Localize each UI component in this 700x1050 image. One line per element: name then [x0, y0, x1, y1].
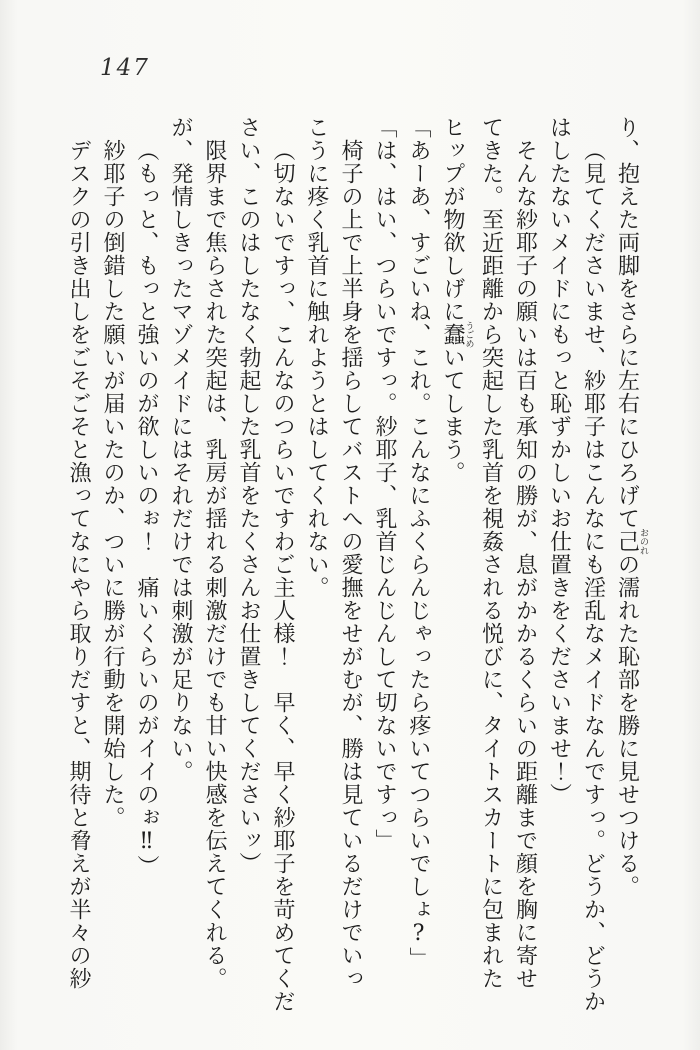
text-column: 紗耶子の倒錯した願いが届いたのか、ついに勝が行動を開始した。: [100, 139, 125, 829]
text-column: てきた。至近距離から突起した乳首を視姦される悦びに、タイトスカートに包まれた: [478, 116, 504, 990]
text-columns: [61, 116, 648, 1013]
text-column: 「あーあ、すごいね、これ。こんなにふくらんじゃったら疼いてつらいでしょ?」: [406, 116, 431, 970]
furigana-term: 己おのれ: [614, 528, 648, 555]
text-column: り、抱えた両脚をさらに左右にひろげて己おのれの濡れた恥部を勝に見せつける。: [614, 116, 648, 898]
text-column: 限界まで焦らされた突起は、乳房が揺れる刺激だけでも甘い快感を伝えてくれる。: [202, 139, 227, 990]
text-column: こうに疼く乳首に触れようとはしてくれない。: [304, 116, 329, 599]
text-column: （見てくださいませ、紗耶子はこんなにも淫乱なメイドなんですっ。どうか、どうか: [580, 139, 606, 1013]
text-column: が、発情しきったマゾメイドにはそれだけでは刺激が足りない。: [168, 116, 193, 783]
text-column: デスクの引き出しをごそごそと漁ってなにやら取りだすと、期待と脅えが半々の紗: [66, 139, 91, 990]
text-column: はしたないメイドにもっと恥ずかしいお仕置きをくださいませ！）: [546, 116, 572, 806]
text-column: 椅子の上で上半身を揺らしてバストへの愛撫をせがむが、勝は見ているだけでいっ: [338, 139, 363, 990]
text-column: 「は、はい、つらいですっ。紗耶子、乳首じんじんして切ないですっ」: [372, 116, 397, 852]
text-column: さい、このはしたなく勃起した乳首をたくさんお仕置きしてくださいッ）: [236, 116, 261, 875]
text-column: （もっと、もっと強いのが欲しいのぉ！ 痛いくらいのがイイのぉ‼）: [134, 139, 159, 878]
page-number: 147: [100, 55, 150, 81]
text-column: そんな紗耶子の願いは百も承知の勝が、息がかかるくらいの距離まで顔を胸に寄せ: [512, 139, 538, 990]
furigana-term: 蠢うごめ: [440, 321, 474, 348]
text-column: ヒップが物欲しげに蠢うごめいてしまう。: [440, 116, 474, 484]
text-column: （切ないですっ、こんなのつらいですわご主人様！ 早く、早く紗耶子を苛めてくだ: [270, 139, 295, 1013]
